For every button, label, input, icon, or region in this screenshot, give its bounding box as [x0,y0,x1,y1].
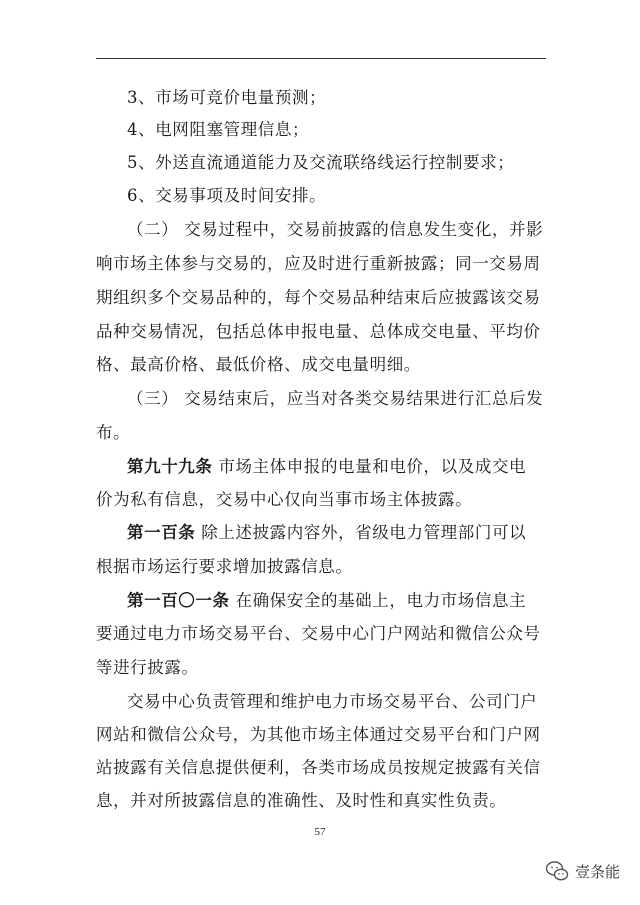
list-item-6: 6、交易事项及时间安排。 [127,186,327,205]
article-100-line-2: 根据市场运行要求增加披露信息。 [96,557,353,576]
para-last-line-4: 息，并对所披露信息的准确性、及时性和真实性负责。 [96,791,507,810]
watermark [545,860,620,882]
para2-line-3: 期组织多个交易品种的，每个交易品种结束后应披露该交易 [96,288,541,307]
article-101-title: 第一百〇一条 [127,591,230,610]
list-item-5: 5、外送直流通道能力及交流联络线运行控制要求； [127,153,515,172]
article-99-title: 第九十九条 [127,457,213,476]
article-101-line-3: 等进行披露。 [96,658,199,677]
para-last-line-1: 交易中心负责管理和维护电力市场交易平台、公司门户 [127,692,538,711]
article-100-line-1 [127,521,577,545]
article-99-line-2: 价为私有信息，交易中心仅向当事市场主体披露。 [96,490,473,509]
watermark-text: 壹条能 [574,862,620,881]
para3-line-2: 布。 [96,423,131,442]
para2-line-5: 格、最高价格、最低价格、成交电量明细。 [96,355,421,374]
para-last-line-2: 网站和微信公众号，为其他市场主体通过交易平台和门户网 [96,725,541,744]
article-100-text-1: 除上述披露内容外，省级电力管理部门可以 [201,523,527,542]
para2-line-1: （二） 交易过程中，交易前披露的信息发生变化，并影 [127,220,544,239]
para2-line-4: 品种交易情况，包括总体申报电量、总体成交电量、平均价 [96,322,541,341]
list-item-4: 4、电网阻塞管理信息； [127,120,310,139]
page-number: 57 [314,826,326,838]
article-101-text-1: 在确保安全的基础上，电力市场信息主 [235,591,527,610]
article-99-text-1: 市场主体申报的电量和电价，以及成交电 [218,457,527,476]
wechat-icon [545,860,569,882]
article-101-line-1 [127,589,577,613]
list-item-3: 3、市场可竞价电量预测； [127,88,327,107]
header-rule [96,58,546,59]
para-last-line-3: 站披露有关信息提供便利，各类市场成员按规定披露有关信 [96,758,541,777]
para3-line-1: （三） 交易结束后，应当对各类交易结果进行汇总后发 [127,389,544,408]
article-99-line-1 [127,455,577,479]
article-100-title: 第一百条 [127,523,196,542]
para2-line-2: 响市场主体参与交易的，应及时进行重新披露；同一交易周 [96,254,541,273]
article-101-line-2: 要通过电力市场交易平台、交易中心门户网站和微信公众号 [96,624,541,643]
